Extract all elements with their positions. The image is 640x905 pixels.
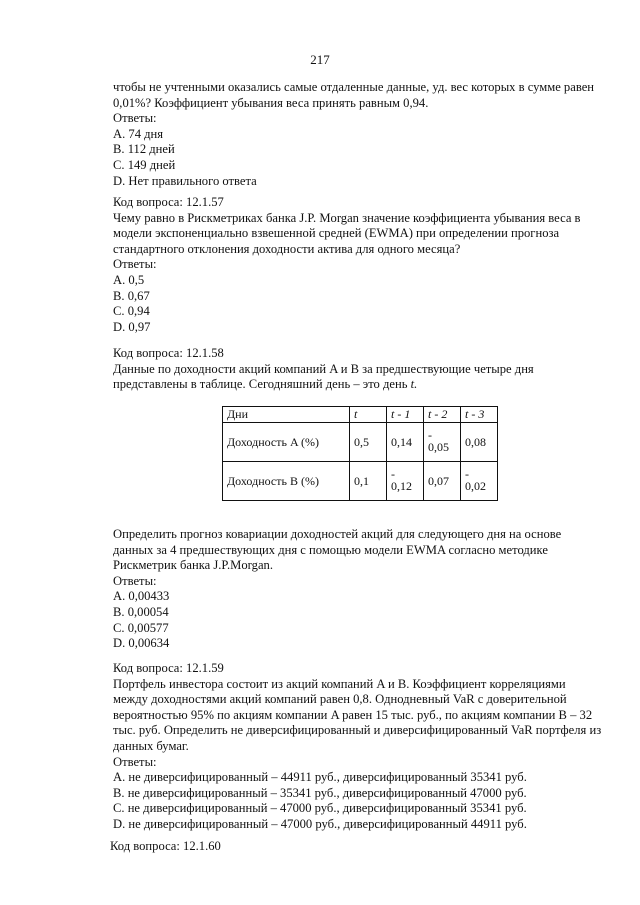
answers-label: Ответы:: [113, 257, 157, 272]
question-12-1-59: [113, 661, 613, 833]
question-text: [113, 377, 613, 393]
question-text: 0,01%? Коэффициент убывания веса принять равным 0,94.: [113, 95, 429, 110]
table-cell: 0,5: [350, 423, 387, 462]
minus-sign: -: [465, 467, 469, 481]
answer-option: B. 0,00054: [113, 604, 169, 619]
question-code: Код вопроса: 12.1.59: [113, 661, 224, 675]
question-code: Код вопроса: 12.1.57: [113, 195, 224, 209]
column-header: t - 1: [387, 407, 424, 423]
question-text: вероятностью 95% по акциям компании A равен 15 тыс. руб., по акциям компании B – 32: [113, 707, 593, 722]
table-cell: [424, 423, 461, 462]
table-cell: [387, 462, 424, 501]
answer-option: D. Нет правильного ответа: [113, 173, 257, 188]
answer-option: A. 74 дня: [113, 126, 164, 141]
answers-label: Ответы:: [113, 111, 157, 126]
question-12-1-58: [113, 346, 613, 393]
table-cell: 0,08: [461, 423, 498, 462]
answers-label: Ответы:: [113, 573, 157, 588]
question-text: Данные по доходности акций компаний A и B за предшествующие четыре дня: [113, 361, 534, 376]
table-cell: 0,07: [424, 462, 461, 501]
cell-value: 0,05: [428, 440, 449, 454]
question-text: между доходностями акций компаний равен 0,8. Однодневный VaR с доверительной: [113, 692, 567, 707]
column-header: Дни: [223, 407, 350, 423]
answer-option: C. 149 дней: [113, 157, 176, 172]
answer-option: D. не диверсифицированный – 47000 руб., диверсифицированный 44911 руб.: [113, 816, 527, 831]
column-header: t - 3: [461, 407, 498, 423]
question-12-1-60: [110, 839, 610, 855]
answer-option: C. не диверсифицированный – 47000 руб., диверсифицированный 35341 руб.: [113, 801, 527, 816]
question-text: Чему равно в Рискметриках банка J.P. Morgan значение коэффициента убывания веса в: [113, 210, 581, 225]
returns-table: [222, 406, 498, 501]
answers-label: Ответы:: [113, 754, 157, 769]
table-cell: [461, 462, 498, 501]
question-text: Рискметрик банка J.P.Morgan.: [113, 558, 273, 573]
question-text: данных за 4 предшествующих дня с помощью модели EWMA согласно методике: [113, 542, 548, 557]
row-label: Доходность A (%): [223, 423, 350, 462]
table-header-row: [223, 407, 498, 423]
answer-option: D. 0,97: [113, 319, 151, 334]
today-variable: t.: [410, 377, 418, 392]
minus-sign: -: [391, 467, 395, 481]
table-row: [223, 423, 498, 462]
table-cell: 0,14: [387, 423, 424, 462]
question-text: модели экспоненциально взвешенной средней (EWMA) при определении прогноза: [113, 226, 560, 241]
cell-value: 0,02: [465, 479, 486, 493]
column-header: t: [350, 407, 387, 423]
answer-option: D. 0,00634: [113, 636, 170, 651]
cell-value: 0,12: [391, 479, 412, 493]
answer-option: A. 0,00433: [113, 589, 170, 604]
answer-option: C. 0,94: [113, 304, 150, 319]
question-text: Портфель инвестора состоит из акций компаний A и B. Коэффициент корреляциями: [113, 676, 566, 691]
answer-option: B. 112 дней: [113, 142, 175, 157]
answer-option: B. 0,67: [113, 288, 150, 303]
question-code: Код вопроса: 12.1.60: [110, 839, 221, 853]
question-text: данных бумаг.: [113, 738, 189, 753]
table-row: [223, 462, 498, 501]
question-code: Код вопроса: 12.1.58: [113, 346, 224, 360]
question-12-1-58-followup: [113, 527, 613, 652]
question-text: чтобы не учтенными оказались самые отдаленные данные, уд. вес которых в сумме равен: [113, 80, 595, 94]
row-label: Доходность B (%): [223, 462, 350, 501]
question-text: Определить прогноз ковариации доходностей акций для следующего дня на основе: [113, 527, 562, 541]
answer-option: A. 0,5: [113, 272, 145, 287]
question-text: стандартного отклонения доходности актива для одного месяца?: [113, 241, 461, 256]
question-text-part: представлены в таблице. Сегодняшний день – это день: [113, 377, 408, 392]
intro-continuation: [113, 80, 613, 189]
answer-option: A. не диверсифицированный – 44911 руб., диверсифицированный 35341 руб.: [113, 770, 527, 785]
answer-option: C. 0,00577: [113, 620, 169, 635]
page-number: 217: [310, 52, 330, 67]
question-text: тыс. руб. Определить не диверсифицированный и диверсифицированный VaR портфеля из: [113, 723, 602, 738]
answer-option: B. не диверсифицированный – 35341 руб., диверсифицированный 47000 руб.: [113, 785, 527, 800]
question-12-1-57: [113, 195, 613, 335]
column-header: t - 2: [424, 407, 461, 423]
table-cell: 0,1: [350, 462, 387, 501]
minus-sign: -: [428, 428, 432, 442]
